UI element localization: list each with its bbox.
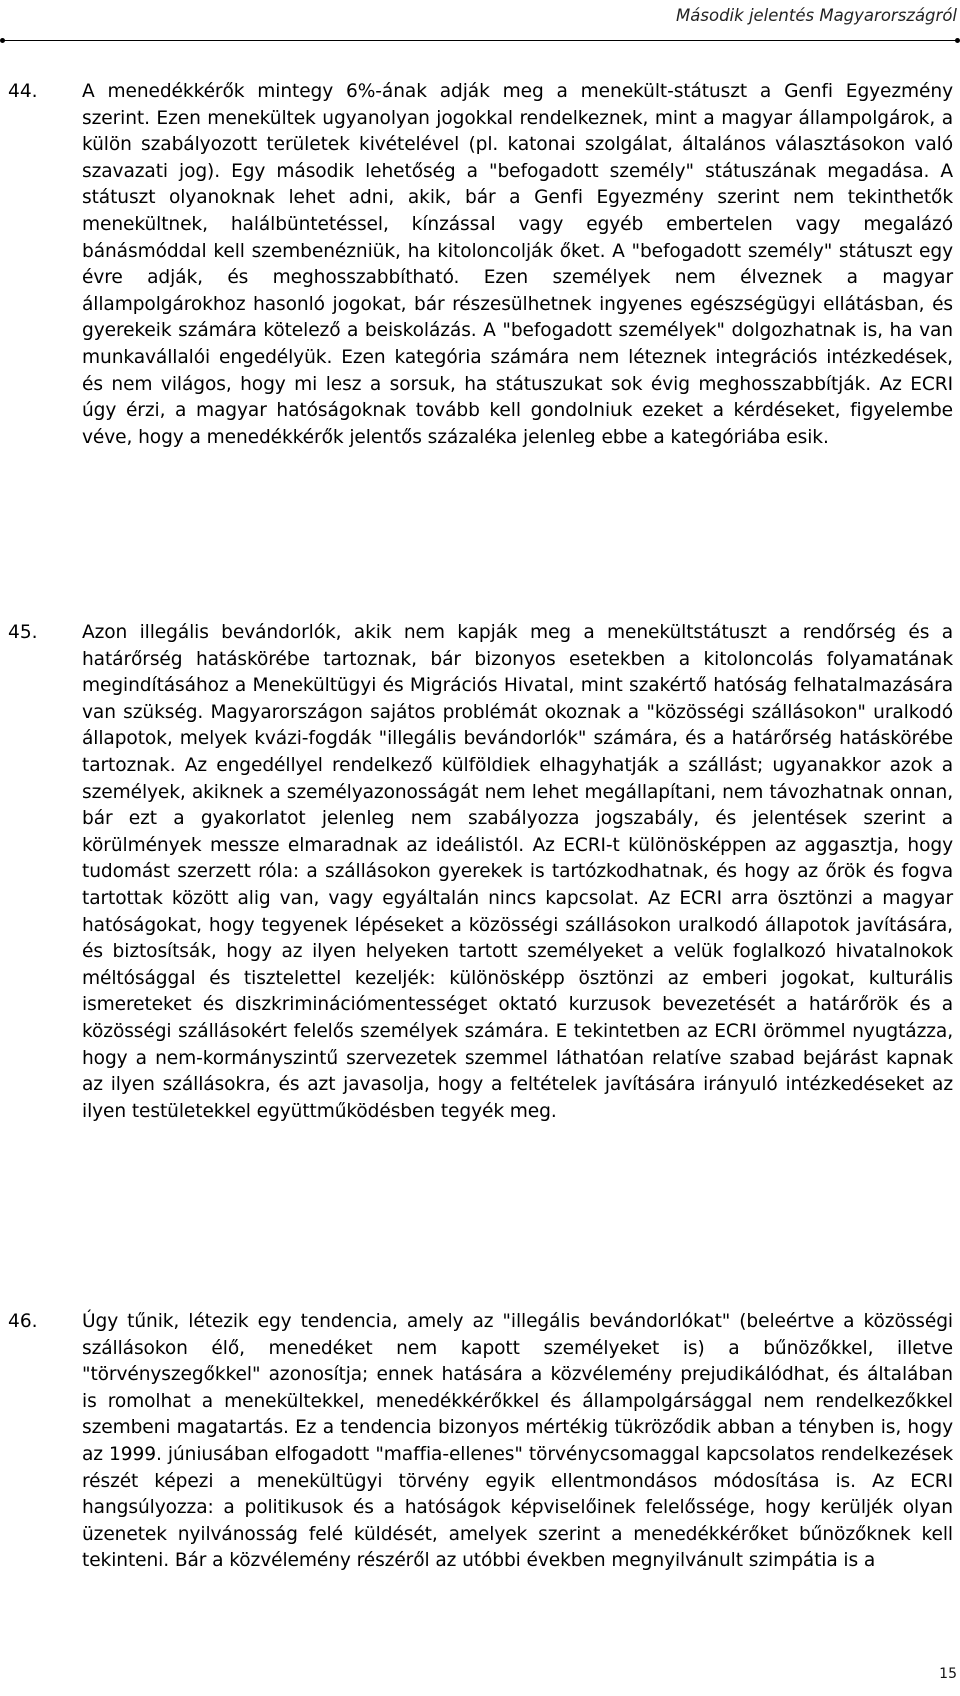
paragraph-number: 44. (8, 81, 38, 102)
header-rule-right-dot (955, 38, 960, 43)
page-number: 15 (939, 1666, 957, 1682)
paragraph-45 (8, 620, 953, 1125)
paragraph-text: Azon illegális bevándorlók, akik nem kapják meg a menekültstátuszt a rendőrség és a határőrség hatáskörébe tartoznak, bár bizonyos esetekben a kitoloncolás folyamatának megindításához a Menekültügyi és Migrációs Hivatal, mint szakértő hatóság felhatalmazására van szükség. Magyarországon sajátos problémát okoznak a "közösségi szállásokon" uralkodó állapotok, melyek kvázi-fogdák "illegális bevándorlók" számára, és a határőrség hatáskörébe tartoznak. Az engedéllyel rendelkező külföldiek elhagyhatják a szállást; ugyanakkor azok a személyek, akiknek a személyazonosságát nem lehet megállapítani, nem távozhatnak onnan, bár ezt a gyakorlatot jelenleg nem szabályozza jogszabály, és jelentések szerint a körülmények messze elmaradnak az ideálistól. Az ECRI-t különösképpen az aggasztja, hogy tudomást szerzett róla: a szállásokon gyerekek is tartózkodhatnak, és hogy az őrök és fogva tartottak között alig van, vagy egyáltalán nincs kapcsolat. Az ECRI arra ösztönzi a magyar hatóságokat, hogy tegyenek lépéseket a közösségi szállásokon uralkodó állapotok javítására, és biztosítsák, hogy az ilyen helyeken tartott személyeket a velük foglalkozó hivatalnokok méltósággal és tisztelettel kezeljék: különösképp ösztönzi az emberi jogokat, kulturális ismereteket és diszkriminációmentességet oktató kurzusok bevezetését a határőrök és a közösségi szállásokért felelős személyek számára. E tekintetben az ECRI örömmel nyugtázza, hogy a nem-kormányszintű szervezetek szemmel láthatóan relatíve szabad bejárást kapnak az ilyen szállásokra, és azt javasolja, hogy a feltételek javítására irányuló intézkedéseket az ilyen testületekkel együttműködésben tegyék meg. (82, 622, 953, 1122)
paragraph-46 (8, 1309, 953, 1575)
paragraph-number: 46. (8, 1311, 38, 1332)
paragraph-text: A menedékkérők mintegy 6%-ának adják meg a menekült-státuszt a Genfi Egyezmény szerint. Ezen menekültek ugyanolyan jogokkal rendelkeznek, mint a magyar állampolgárok, a külön szabályozott területek kivételével (pl. katonai szolgálat, általános választásokon való szavazati jog). Egy második lehetőség a "befogadott személy" státuszának megadása. A státuszt olyanoknak lehet adni, akik, bár a Genfi Egyezmény szerint nem tekinthetők menekültnek, halálbüntetéssel, kínzással vagy egyéb embertelen vagy megalázó bánásmóddal kell szembenézniük, ha kitoloncolják őket. A "befogadott személy" státuszt egy évre adják, és meghosszabbítható. Ezen személyek nem élveznek a magyar állampolgárokhoz hasonló jogokat, bár részesülhetnek ingyenes egészségügyi ellátásban, és gyerekeik számára kötelező a beiskolázás. A "befogadott személyek" dolgozhatnak is, ha van munkavállalói engedélyük. Ezen kategória számára nem léteznek integrációs intézkedések, és nem világos, hogy mi lesz a sorsuk, ha státuszukat sok évig meghosszabbítják. Az ECRI úgy érzi, a magyar hatóságoknak tovább kell gondolniuk ezeket a kérdéseket, figyelembe véve, hogy a menedékkérők jelentős százaléka jelenleg ebbe a kategóriába esik. (82, 81, 953, 448)
paragraph-text: Úgy tűnik, létezik egy tendencia, amely az "illegális bevándorlókat" (beleértve a közösségi szállásokon élő, menedéket nem kapott személyeket is) a bűnözőkkel, illetve "törvényszegőkkel" azonosítja; ennek hatására a közvélemény prejudikálódhat, és általában is romolhat a menekültekkel, menedékkérőkkel és állampolgársággal nem rendelkezőkkel szembeni magatartás. Ez a tendencia bizonyos mértékig tükröződik abban a tényben is, hogy az 1999. júniusában elfogadott "maffia-ellenes" törvénycsomaggal kapcsolatos rendelkezések részét képezi a menekültügyi törvény egyik ellentmondásos módosítása is. Az ECRI hangsúlyozza: a politikusok és a hatóságok képviselőinek felelőssége, hogy kerüljék olyan üzenetek nyilvánosság felé küldését, amelyek szerint a menedékkérőket bűnözőknek kell tekinteni. Bár a közvélemény részéről az utóbbi években megnyilvánult szimpátia is a (82, 1311, 953, 1572)
running-header-title: Második jelentés Magyarországról (676, 6, 957, 25)
paragraph-number: 45. (8, 622, 38, 643)
header-rule (2, 40, 958, 41)
header-rule-left-dot (0, 38, 5, 43)
paragraph-44 (8, 79, 953, 451)
